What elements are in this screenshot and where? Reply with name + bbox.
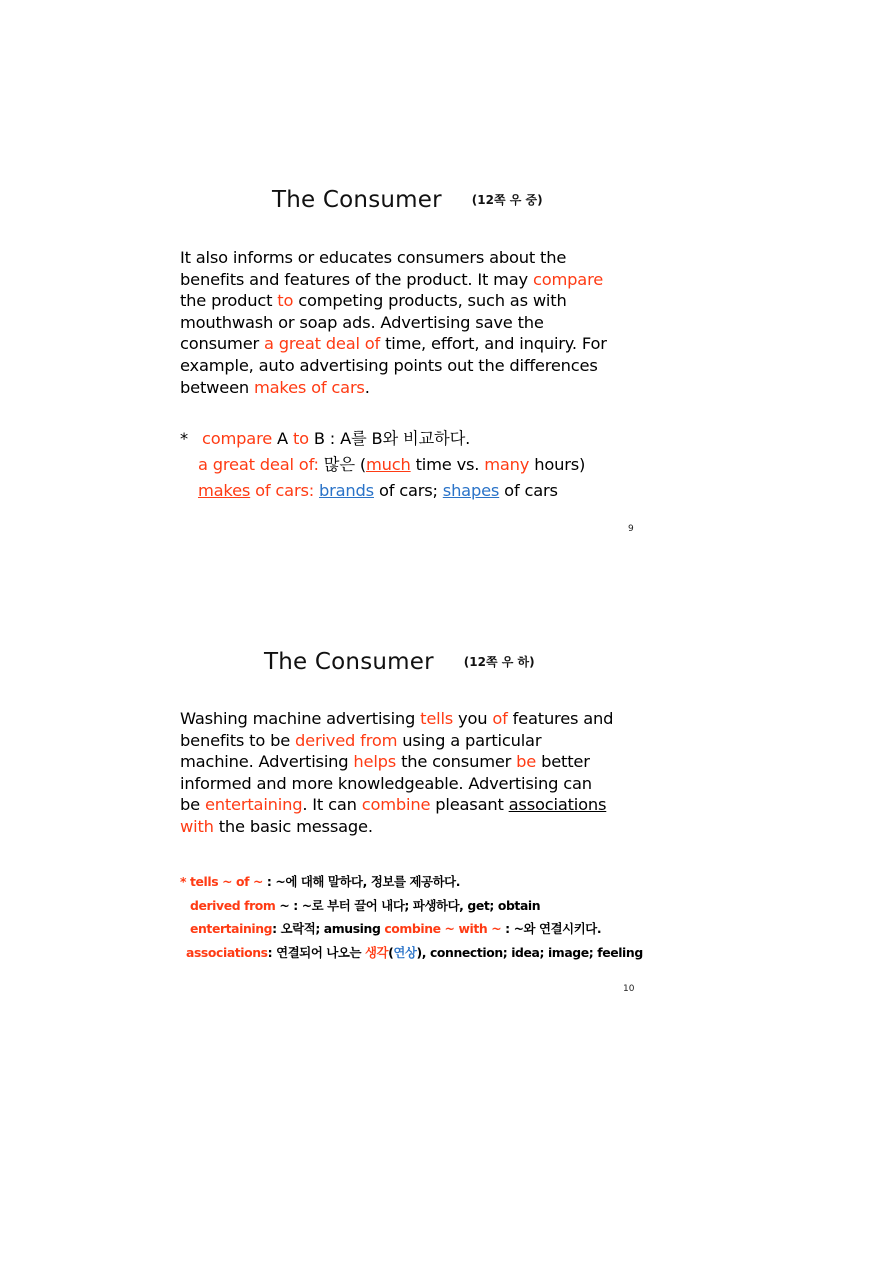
text: using a particular xyxy=(397,730,542,750)
text: competing products, such as with xyxy=(293,291,567,311)
text: features and xyxy=(507,709,614,728)
para-line xyxy=(180,751,650,773)
text: : ~와 연결시키다. xyxy=(501,921,602,936)
text: the basic message. xyxy=(213,816,373,836)
title-text: The Consumer xyxy=(272,187,442,213)
highlight-text: to xyxy=(292,429,309,448)
para-line xyxy=(180,794,650,816)
text: example, auto advertising points out the differences xyxy=(180,355,598,375)
para-line xyxy=(180,708,650,730)
slide-title xyxy=(272,187,543,213)
text: benefits to be xyxy=(180,730,296,750)
highlight-text: makes xyxy=(198,481,251,500)
text: It also informs or educates consumers about the xyxy=(180,248,567,267)
highlight-text: compare xyxy=(202,429,273,448)
highlight-text: entertaining xyxy=(204,795,303,815)
text: . It can xyxy=(302,795,362,815)
para-line xyxy=(180,247,650,269)
highlight-text: derived from xyxy=(295,730,398,750)
text: : 오락적; amusing xyxy=(272,921,385,936)
text: A xyxy=(272,429,293,448)
highlight-text: compare xyxy=(532,269,604,289)
highlight-text: entertaining xyxy=(190,921,273,936)
text: of cars; xyxy=(373,481,443,500)
text: B : A를 B와 비교하다. xyxy=(308,429,471,448)
text: . xyxy=(364,377,370,397)
para-line xyxy=(180,730,650,752)
text: be xyxy=(180,795,205,815)
highlight-text: be xyxy=(516,752,537,772)
text: Washing machine advertising xyxy=(180,709,421,728)
text: the product xyxy=(180,291,278,311)
text: informed and more knowledgeable. Advertising can xyxy=(180,773,592,793)
note-line xyxy=(180,870,643,894)
note-line xyxy=(180,478,585,504)
page-reference: (12쪽 우 하) xyxy=(463,655,535,669)
highlight-text: tells xyxy=(420,709,454,728)
blue-text: brands xyxy=(319,481,374,500)
note-line xyxy=(180,941,643,965)
highlight-text: much xyxy=(365,455,411,474)
text: ( xyxy=(388,944,394,960)
text: better xyxy=(536,752,590,772)
para-line xyxy=(180,773,650,795)
slide-title xyxy=(264,649,535,675)
underlined-text: associations xyxy=(508,795,607,815)
page-number: 10 xyxy=(623,984,635,994)
highlight-text: a great deal of xyxy=(263,334,381,354)
highlight-text: helps xyxy=(353,752,397,772)
text: benefits and features of the product. It may xyxy=(180,269,533,289)
bullet-marker: * xyxy=(180,429,188,448)
highlight-text: associations xyxy=(186,944,268,960)
page-number: 9 xyxy=(628,524,634,534)
para-line xyxy=(180,269,650,291)
highlight-text: with xyxy=(180,816,214,836)
text: time vs. xyxy=(410,455,485,474)
text: hours) xyxy=(529,455,586,474)
text: mouthwash or soap ads. Advertising save the xyxy=(180,312,544,332)
note-line xyxy=(180,426,585,452)
highlight-text: combine ~ with ~ xyxy=(384,921,502,936)
highlight-text: to xyxy=(277,291,294,311)
text: the consumer xyxy=(396,752,517,772)
blue-text: 연상 xyxy=(393,944,417,960)
para-line xyxy=(180,312,650,334)
text: ~ : ~로 부터 끌어 내다; 파생하다, get; obtain xyxy=(275,897,541,913)
slide-10 xyxy=(0,620,893,1040)
highlight-text: of cars: xyxy=(250,481,315,500)
text: 많은 ( xyxy=(318,455,366,474)
body-paragraph xyxy=(180,708,650,838)
vocabulary-notes xyxy=(180,426,585,504)
para-line xyxy=(180,355,650,377)
highlight-text: a great deal of: xyxy=(198,455,319,474)
title-text: The Consumer xyxy=(264,649,434,675)
highlight-text: many xyxy=(484,455,530,474)
para-line xyxy=(180,816,650,838)
highlight-text: 생각 xyxy=(364,944,389,960)
highlight-text: makes of cars xyxy=(253,377,365,397)
text: consumer xyxy=(180,334,264,354)
highlight-text: of xyxy=(492,709,508,728)
note-line xyxy=(180,894,643,918)
vocabulary-notes xyxy=(180,870,643,964)
note-line xyxy=(180,452,585,478)
body-paragraph xyxy=(180,247,650,398)
text: : ~에 대해 말하다, 정보를 제공하다. xyxy=(263,874,461,889)
note-line xyxy=(180,917,643,941)
highlight-text: combine xyxy=(361,795,431,815)
text: machine. Advertising xyxy=(180,752,354,772)
para-line xyxy=(180,377,650,399)
para-line xyxy=(180,290,650,312)
text: of cars xyxy=(499,481,558,500)
highlight-text: derived from xyxy=(190,897,276,913)
text: you xyxy=(453,709,493,728)
text: ), connection; idea; image; feeling xyxy=(416,944,643,960)
para-line xyxy=(180,333,650,355)
text: between xyxy=(180,377,254,397)
highlight-text: tells ~ of ~ xyxy=(190,874,264,889)
blue-text: shapes xyxy=(442,481,500,500)
text: pleasant xyxy=(430,795,509,815)
page-reference: (12쪽 우 중) xyxy=(471,193,543,207)
bullet-marker: * xyxy=(180,874,190,889)
text: : 연결되어 나오는 xyxy=(267,944,365,960)
slide-9 xyxy=(0,0,893,600)
text: time, effort, and inquiry. For xyxy=(380,334,607,354)
